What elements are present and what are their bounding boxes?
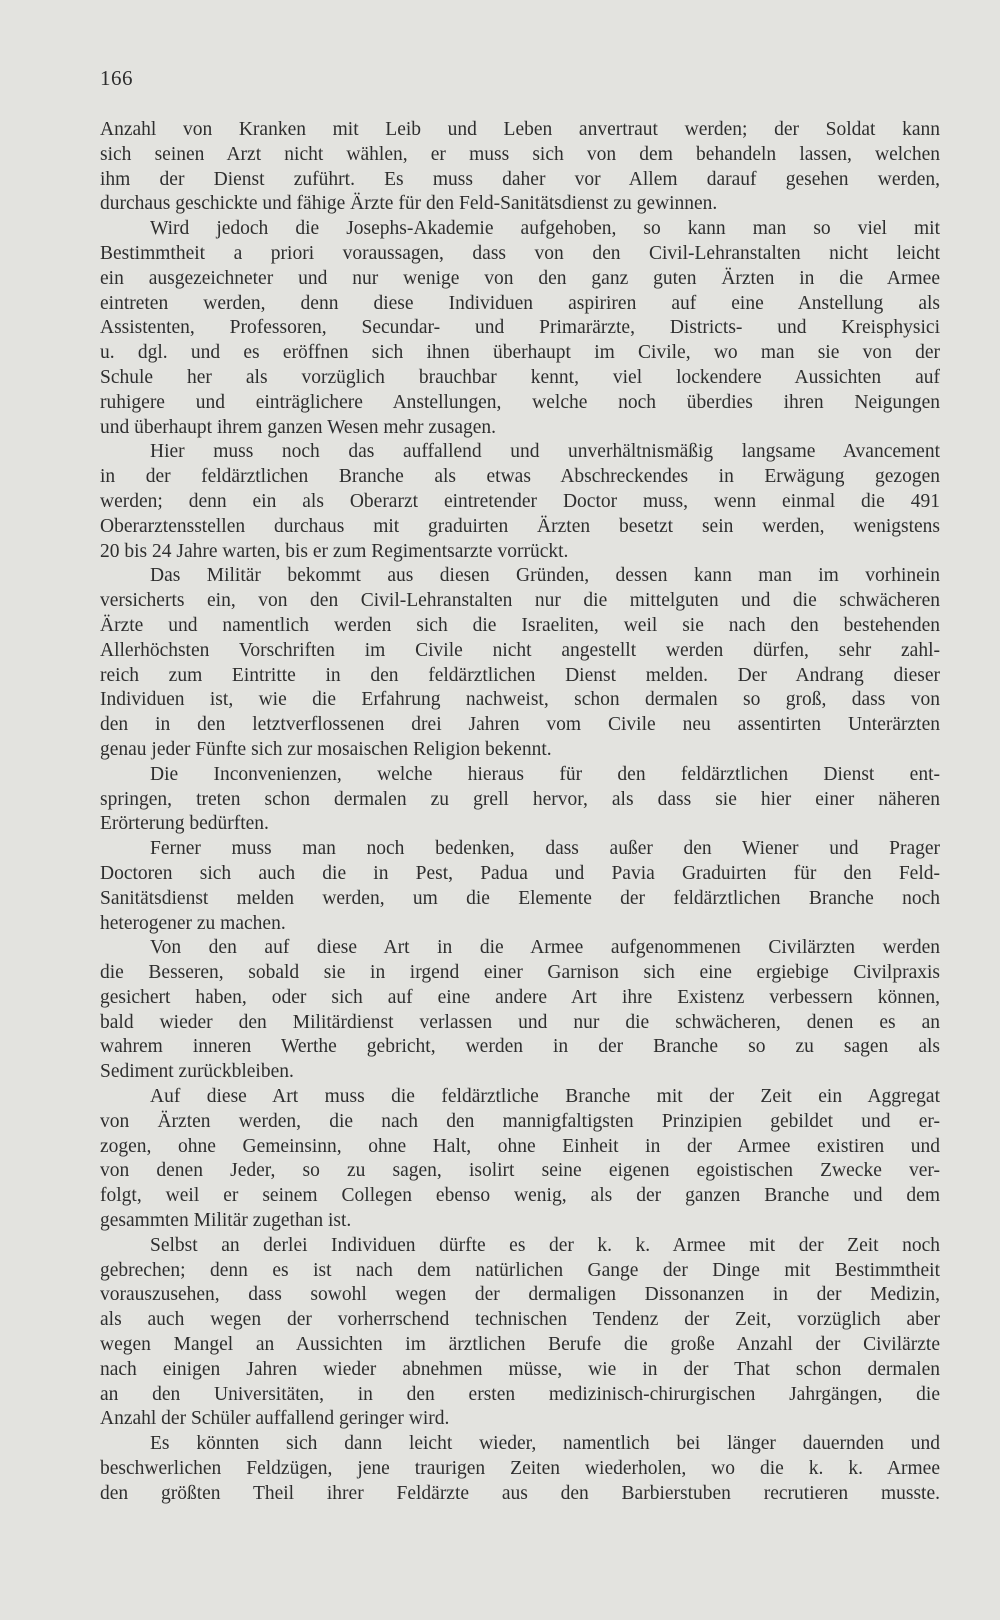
text-line: versicherts ein, von den Civil-Lehranstalten nur die mittelguten und die schwächeren <box>100 590 940 612</box>
text-line: von denen Jeder, so zu sagen, isolirt seine eigenen egoistischen Zwecke ver- <box>100 1160 940 1182</box>
text-line: Allerhöchsten Vorschriften im Civile nicht angestellt werden dürfen, sehr zahl- <box>100 639 940 661</box>
text-line: springen, treten schon dermalen zu grell hervor, als dass sie hier einer näheren <box>100 788 940 810</box>
body-text <box>100 118 940 1507</box>
text-line: heterogener zu machen. <box>100 912 286 934</box>
text-line: durchaus geschickte und fähige Ärzte für den Feld-Sanitätsdienst zu gewinnen. <box>100 193 718 215</box>
text-line: gesichert haben, oder sich auf eine andere Art ihre Existenz verbessern können, <box>100 986 940 1008</box>
text-line: Es könnten sich dann leicht wieder, namentlich bei länger dauernden und <box>150 1433 940 1455</box>
text-line: sich seinen Arzt nicht wählen, er muss sich von dem behandeln lassen, welchen <box>100 143 940 165</box>
text-line: in der feldärztlichen Branche als etwas Abschreckendes in Erwägung gezogen <box>100 466 940 488</box>
text-line: und überhaupt ihrem ganzen Wesen mehr zusagen. <box>100 416 497 438</box>
text-line: reich zum Eintritte in den feldärztlichen Dienst melden. Der Andrang dieser <box>100 664 940 686</box>
text-line: Bestimmtheit a priori voraussagen, dass von den Civil-Lehranstalten nicht leicht <box>100 242 940 264</box>
text-line: Die Inconvenienzen, welche hieraus für den feldärztlichen Dienst ent- <box>150 763 940 785</box>
text-line: Doctoren sich auch die in Pest, Padua und Pavia Graduirten für den Feld- <box>100 862 940 884</box>
text-line: Von den auf diese Art in die Armee aufgenommenen Civilärzten werden <box>150 937 940 959</box>
text-line: 20 bis 24 Jahre warten, bis er zum Regimentsarzte vorrückt. <box>100 540 569 562</box>
text-line: von Ärzten werden, die nach den mannigfaltigsten Prinzipien gebildet und er- <box>100 1110 940 1132</box>
text-line: Sediment zurückbleiben. <box>100 1061 294 1083</box>
text-line: nach einigen Jahren wieder abnehmen müsse, wie in der That schon dermalen <box>100 1358 940 1380</box>
text-line: den größten Theil ihrer Feldärzte aus den Barbierstuben recrutieren musste. <box>100 1482 940 1504</box>
text-line: Anzahl der Schüler auffallend geringer wird. <box>100 1408 450 1430</box>
text-line: ruhigere und einträglichere Anstellungen, welche noch überdies ihren Neigungen <box>100 391 940 413</box>
text-line: vorauszusehen, dass sowohl wegen der dermaligen Dissonanzen in der Medizin, <box>100 1284 940 1306</box>
text-line: die Besseren, sobald sie in irgend einer Garnison sich eine ergiebige Civilpraxis <box>100 962 940 984</box>
text-line: ein ausgezeichneter und nur wenige von den ganz guten Ärzten in die Armee <box>100 267 940 289</box>
text-line: zogen, ohne Gemeinsinn, ohne Halt, ohne Einheit in der Armee existiren und <box>100 1135 940 1157</box>
text-line: gesammten Militär zugethan ist. <box>100 1210 352 1232</box>
text-line: wegen Mangel an Aussichten im ärztlichen Berufe die große Anzahl der Civilärzte <box>100 1334 940 1356</box>
text-line: u. dgl. und es eröffnen sich ihnen überhaupt im Civile, wo man sie von der <box>100 342 940 364</box>
text-line: gebrechen; denn es ist nach dem natürlichen Gange der Dinge mit Bestimmtheit <box>100 1259 940 1281</box>
text-line: folgt, weil er seinem Collegen ebenso wenig, als der ganzen Branche und dem <box>100 1185 940 1207</box>
text-line: Ärzte und namentlich werden sich die Israeliten, weil sie nach den bestehenden <box>100 614 940 636</box>
text-line: beschwerlichen Feldzügen, jene traurigen Zeiten wiederholen, wo die k. k. Armee <box>100 1458 940 1480</box>
text-line: Individuen ist, wie die Erfahrung nachweist, schon dermalen so groß, dass von <box>100 689 940 711</box>
text-line: Ferner muss man noch bedenken, dass außer den Wiener und Prager <box>150 838 940 860</box>
text-line: ihm der Dienst zuführt. Es muss daher vor Allem darauf gesehen werden, <box>100 168 940 190</box>
text-line: Oberarztensstellen durchaus mit graduirten Ärzten besetzt sein werden, wenigstens <box>100 515 940 537</box>
text-line: Wird jedoch die Josephs-Akademie aufgehoben, so kann man so viel mit <box>150 218 940 240</box>
text-line: Anzahl von Kranken mit Leib und Leben anvertraut werden; der Soldat kann <box>100 119 940 140</box>
text-line: werden; denn ein als Oberarzt eintretender Doctor muss, wenn einmal die 491 <box>100 490 940 512</box>
text-line: Selbst an derlei Individuen dürfte es der k. k. Armee mit der Zeit noch <box>150 1234 940 1256</box>
text-line: Das Militär bekommt aus diesen Gründen, dessen kann man im vorhinein <box>150 565 940 587</box>
text-line: Assistenten, Professoren, Secundar- und Primarärzte, Districts- und Kreisphysici <box>100 317 940 339</box>
text-line: den in den letztverflossenen drei Jahren vom Civile neu assentirten Unterärzten <box>100 714 940 736</box>
page-number: 166 <box>100 66 133 90</box>
text-line: als auch wegen der vorherrschend technischen Tendenz der Zeit, vorzüglich aber <box>100 1309 940 1331</box>
text-line: an den Universitäten, in den ersten medizinisch-chirurgischen Jahrgängen, die <box>100 1383 940 1405</box>
text-line: Hier muss noch das auffallend und unverhältnismäßig langsame Avancement <box>150 441 940 463</box>
text-line: Auf diese Art muss die feldärztliche Branche mit der Zeit ein Aggregat <box>150 1086 940 1108</box>
text-line: bald wieder den Militärdienst verlassen und nur die schwächeren, denen es an <box>100 1011 940 1033</box>
text-line: Erörterung bedürften. <box>100 813 269 835</box>
text-line: eintreten werden, denn diese Individuen aspiriren auf eine Anstellung als <box>100 292 940 314</box>
text-line: wahrem inneren Werthe gebricht, werden in der Branche so zu sagen als <box>100 1036 940 1058</box>
text-line: Sanitätsdienst melden werden, um die Elemente der feldärztlichen Branche noch <box>100 887 940 909</box>
text-line: Schule her als vorzüglich brauchbar kennt, viel lockendere Aussichten auf <box>100 366 940 388</box>
text-line: genau jeder Fünfte sich zur mosaischen Religion bekennt. <box>100 738 552 760</box>
